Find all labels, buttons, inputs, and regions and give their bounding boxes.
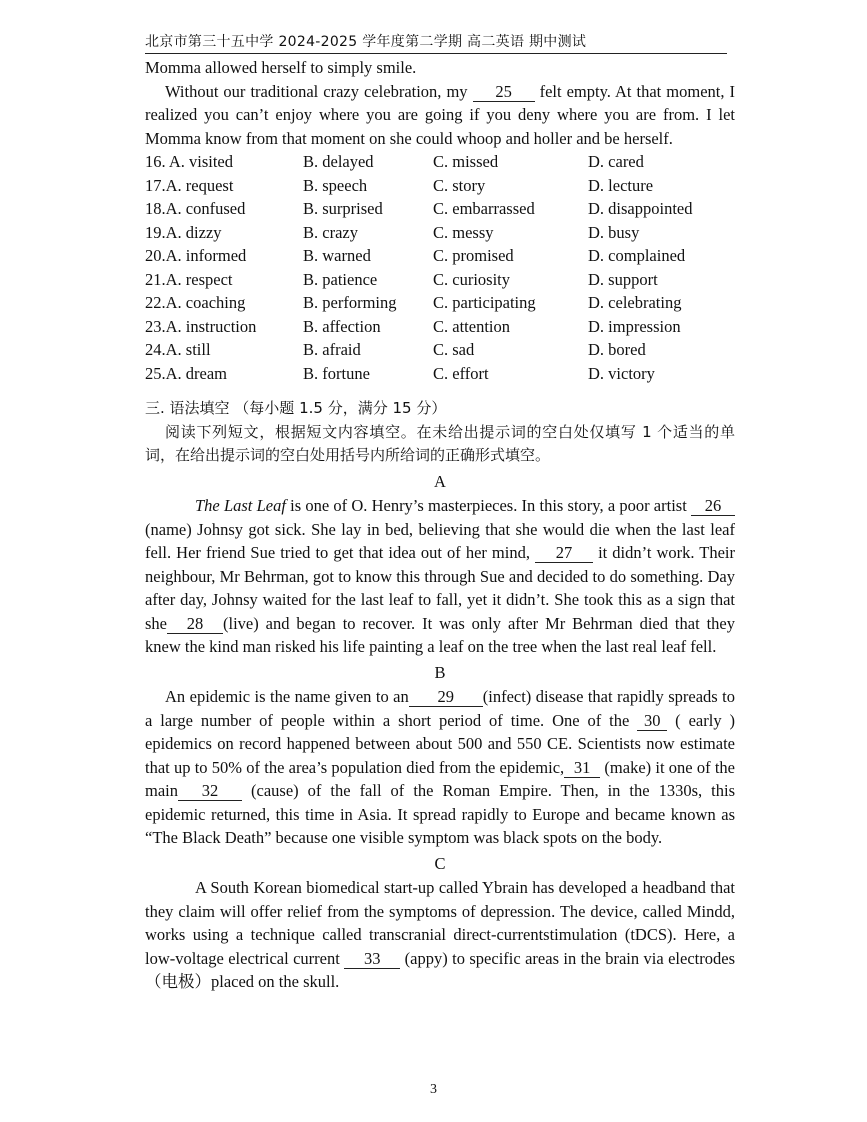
blank-32: 32 [178,782,242,801]
passage-c-paragraph: A South Korean biomedical start-up called Ybrain has developed a headband that they claim will offer relief from the symptoms of depression. The device, called Mindd, works using a technique called transcranial direct-currentstimulation (tDCS). Here, a low-voltage electrical current 33 (appy) to specific areas in the brain via electrodes（电极）placed on the skull. [145,878,735,991]
passage-letter-c: C [434,853,446,873]
passage-end-line: Momma allowed herself to simply smile. [145,58,417,77]
option-row-16: 16. A. visited B. delayed C. missed D. cared [145,152,644,171]
blank-26: 26 [691,497,735,516]
option-row-19: 19.A. dizzy B. crazy C. messy D. busy [145,222,640,242]
page-body [145,56,735,994]
option-row-20: 20.A. informed B. warned C. promised D. complained [145,246,686,265]
blank-29: 29 [409,688,483,707]
option-row-21: 21.A. respect B. patience C. curiosity D. support [145,269,658,289]
blank-31: 31 [564,759,600,778]
section-title: 三. 语法填空 （每小题 1.5 分，满分 15 分） [145,399,447,417]
blank-25: 25 [473,83,535,102]
passage-letter-b: B [434,662,446,682]
option-row-24: 24.A. still B. afraid C. sad D. bored [145,340,646,359]
option-row-23: 23.A. instruction B. affection C. attention D. impression [145,316,681,336]
option-row-18: 18.A. confused B. surprised C. embarrassed D. disappointed [145,199,693,218]
blank-30: 30 [637,712,667,731]
page-header: 北京市第三十五中学 2024-2025 学年度第二学期 高二英语 期中测试 [145,31,727,54]
section-instructions: 阅读下列短文，根据短文内容填空。在未给出提示词的空白处仅填写 1 个适当的单词，在给出提示词的空白处用括号内所给词的正确形式填空。 [145,422,735,464]
passage-b-paragraph: An epidemic is the name given to an 29 (infect) disease that rapidly spreads to a large number of people within a short period of time. One of the 30 ( early ) epidemics on record happened between about 500 and 550 CE. Scientists now estimate that up to 50% of the area’s population died from the epidemic, 31 (make) it one of the main 32 (cause) of the fall of the Roman Empire. Then, in the 1330s, this epidemic returned, this time in Asia. It spread rapidly to Europe and became known as “The Black Death” because one visible symptom was black spots on the body. [145,687,735,847]
blank-27: 27 [535,544,593,563]
option-row-17: 17.A. request B. speech C. story D. lecture [145,175,654,195]
cloze-options [145,150,735,385]
blank-33: 33 [344,950,400,969]
option-row-25: 25.A. dream B. fortune C. effort D. victory [145,363,655,383]
passage-a-paragraph: The Last Leaf is one of O. Henry’s masterpieces. In this story, a poor artist 26(name) Johnsy got sick. She lay in bed, believing that she would die when the last leaf fell. Her friend Sue tried to get that idea out of her mind, 27 it didn’t work. Their neighbour, Mr Behrman, got to know this through Sue and decided to do something. Day after day, Johnsy waited for the last leaf to fall, yet it didn’t. She took this as a sign that she 28 (live) and began to recover. It was only after Mr Behrman died that they knew the kind man risked his life painting a leaf on the tree when the last real leaf fell. [145,496,735,656]
blank-28: 28 [167,615,223,634]
passage-end-paragraph: Without our traditional crazy celebration, my 25 felt empty. At that moment, I realized you can’t enjoy where you are going if you deny where you are from. I let Momma know from that moment on she could whoop and holler and be herself. [145,81,735,148]
passage-letter-a: A [434,471,446,491]
page-number: 3 [430,1082,437,1097]
story-title: The Last Leaf [195,496,286,515]
option-row-22: 22.A. coaching B. performing C. participating D. celebrating [145,293,682,312]
